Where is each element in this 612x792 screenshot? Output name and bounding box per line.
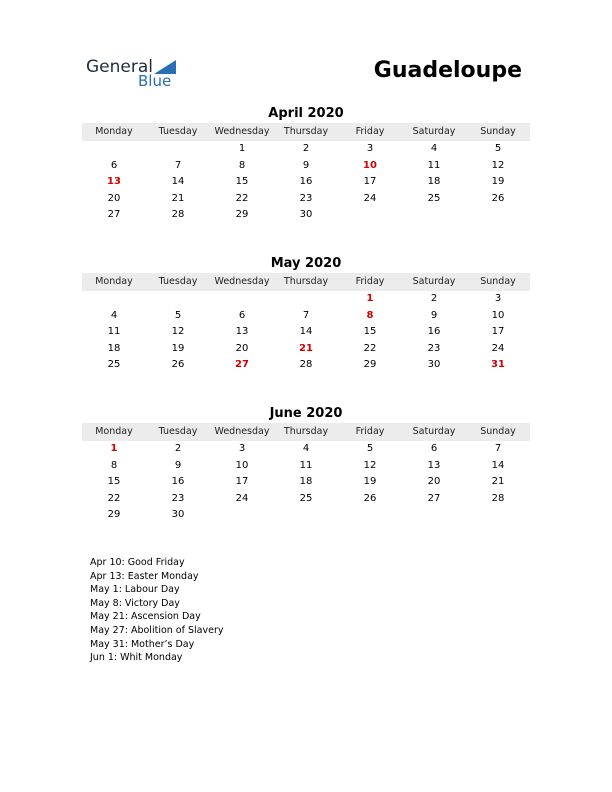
day-cell: 22 [363,342,377,354]
day-cell: 11 [107,326,121,337]
holiday-item: Jun 1: Whit Monday [90,652,183,664]
logo-text-general: General [86,57,153,77]
day-cell: 23 [299,192,313,204]
week-row [82,341,530,358]
day-cell: 9 [430,309,438,321]
weekday-header-row [82,273,530,291]
country-title: Guadeloupe [373,58,522,83]
day-cell: 12 [171,326,185,337]
day-cell: 9 [302,159,310,171]
day-cell: 18 [299,476,313,487]
day-cell: 10 [235,459,249,471]
day-cell: 27 [107,209,121,220]
day-cell: 3 [238,443,246,454]
week-row [82,191,530,208]
weekday-header-row [82,123,530,141]
weekday-label: Wednesday [214,426,270,437]
holiday-item: May 27: Abolition of Slavery [90,624,224,636]
day-cell: 25 [299,492,313,504]
day-cell: 31 [491,359,505,370]
day-cell: 26 [491,192,505,204]
day-cell: 8 [110,459,118,471]
weekday-label: Thursday [283,126,329,137]
week-row [82,291,530,308]
day-cell: 10 [363,159,377,171]
day-cell [210,291,274,308]
day-cell: 17 [491,326,505,337]
day-cell: 4 [430,143,438,154]
holiday-item: Apr 10: Good Friday [90,557,185,568]
day-cell: 28 [299,359,313,370]
day-cell: 9 [174,459,182,471]
week-row [82,458,530,475]
weekday-label: Tuesday [158,276,198,287]
weekday-label: Saturday [412,426,456,437]
day-cell: 22 [235,192,249,204]
day-cell: 24 [491,342,505,354]
day-cell: 30 [427,359,441,370]
day-cell: 13 [235,326,249,337]
day-cell: 2 [430,293,438,304]
month-title: April 2020 [268,106,344,121]
day-cell: 23 [427,342,441,354]
holiday-item: May 21: Ascension Day [90,611,201,623]
weekday-label: Wednesday [214,126,270,137]
day-cell: 1 [110,443,118,454]
day-cell: 27 [235,359,249,370]
day-cell: 17 [235,476,249,487]
day-cell: 13 [107,176,121,187]
day-cell [402,207,466,224]
day-cell: 29 [363,359,377,370]
week-row [82,474,530,491]
weekday-label: Monday [95,276,133,287]
logo [86,56,186,92]
day-cell: 14 [491,459,505,471]
day-cell: 28 [491,492,505,504]
day-cell: 26 [363,492,377,504]
day-cell [82,291,146,308]
day-cell: 23 [171,492,185,504]
month-title: June 2020 [269,406,343,421]
day-cell: 20 [427,476,441,487]
day-cell: 5 [366,443,374,454]
day-cell: 30 [171,509,185,520]
day-cell [466,507,530,524]
day-cell: 16 [427,326,441,337]
day-cell: 16 [171,476,185,487]
day-cell: 29 [235,209,249,220]
week-row [82,141,530,158]
weekday-label: Sunday [480,126,516,137]
weekday-label: Monday [95,126,133,137]
day-cell: 2 [302,143,310,154]
week-row [82,158,530,175]
day-cell: 5 [494,143,502,154]
month-title: May 2020 [270,256,342,271]
day-cell: 15 [235,176,249,187]
week-row [82,324,530,341]
day-cell: 20 [107,192,121,204]
day-cell: 21 [299,342,313,354]
day-cell [338,207,402,224]
month-calendar [82,405,530,524]
weekday-label: Saturday [412,126,456,137]
day-cell: 24 [363,192,377,204]
weekday-label: Tuesday [158,426,198,437]
weekday-label: Monday [95,426,133,437]
day-cell: 20 [235,342,249,354]
day-cell: 7 [302,309,310,321]
logo-text-blue: Blue [138,72,172,90]
holiday-item: May 8: Victory Day [90,597,180,609]
day-cell: 19 [363,476,377,487]
day-cell: 15 [363,326,377,337]
weekday-label: Thursday [283,276,329,287]
day-cell [274,507,338,524]
weekday-label: Friday [355,276,385,287]
day-cell: 6 [110,159,118,171]
weekday-label: Sunday [480,276,516,287]
holiday-item: May 31: Mother’s Day [90,638,195,650]
day-cell: 14 [171,176,185,187]
weekday-label: Friday [355,426,385,437]
day-cell: 19 [491,176,505,187]
day-cell: 7 [174,159,182,171]
day-cell [146,291,210,308]
day-cell: 17 [363,176,377,187]
day-cell: 5 [174,309,182,321]
day-cell: 10 [491,309,505,321]
day-cell [274,291,338,308]
day-cell: 24 [235,492,249,504]
day-cell: 11 [299,459,313,471]
holiday-item: Apr 13: Easter Monday [90,570,199,582]
day-cell: 22 [107,492,121,504]
day-cell: 4 [110,309,118,321]
day-cell: 28 [171,209,185,220]
day-cell: 3 [366,143,374,154]
day-cell: 29 [107,509,121,520]
weekday-header-row [82,423,530,441]
week-row [82,207,530,224]
day-cell: 21 [491,476,505,487]
day-cell: 26 [171,359,185,370]
day-cell: 8 [238,159,246,171]
day-cell: 4 [302,443,310,454]
day-cell: 18 [107,342,121,354]
weekday-label: Tuesday [158,126,198,137]
week-row [82,174,530,191]
weekday-label: Saturday [412,276,456,287]
weekday-label: Wednesday [214,276,270,287]
day-cell [338,507,402,524]
day-cell [402,507,466,524]
day-cell [146,141,210,158]
week-row [82,491,530,508]
weekday-label: Thursday [283,426,329,437]
day-cell: 27 [427,492,441,504]
day-cell: 19 [171,342,185,354]
day-cell: 6 [238,309,246,321]
holiday-list [90,556,223,665]
day-cell: 11 [427,159,441,171]
day-cell: 2 [174,443,182,454]
week-row [82,441,530,458]
day-cell: 25 [107,359,121,370]
day-cell: 25 [427,192,441,204]
weekday-label: Sunday [480,426,516,437]
day-cell: 8 [366,309,374,321]
day-cell: 7 [494,443,502,454]
month-calendar [82,255,530,374]
day-cell [466,207,530,224]
day-cell [82,141,146,158]
week-row [82,308,530,325]
week-row [82,357,530,374]
holiday-item: May 1: Labour Day [90,584,180,596]
day-cell: 1 [238,143,246,154]
day-cell: 12 [491,159,505,171]
month-calendar [82,105,530,224]
day-cell: 13 [427,459,441,471]
day-cell: 21 [171,192,185,204]
weekday-label: Friday [355,126,385,137]
day-cell: 18 [427,176,441,187]
day-cell: 12 [363,459,377,471]
day-cell: 6 [430,443,438,454]
day-cell: 15 [107,476,121,487]
week-row [82,507,530,524]
day-cell: 14 [299,326,313,337]
day-cell: 16 [299,176,313,187]
day-cell: 1 [366,293,374,304]
day-cell: 30 [299,209,313,220]
day-cell: 3 [494,293,502,304]
day-cell [210,507,274,524]
